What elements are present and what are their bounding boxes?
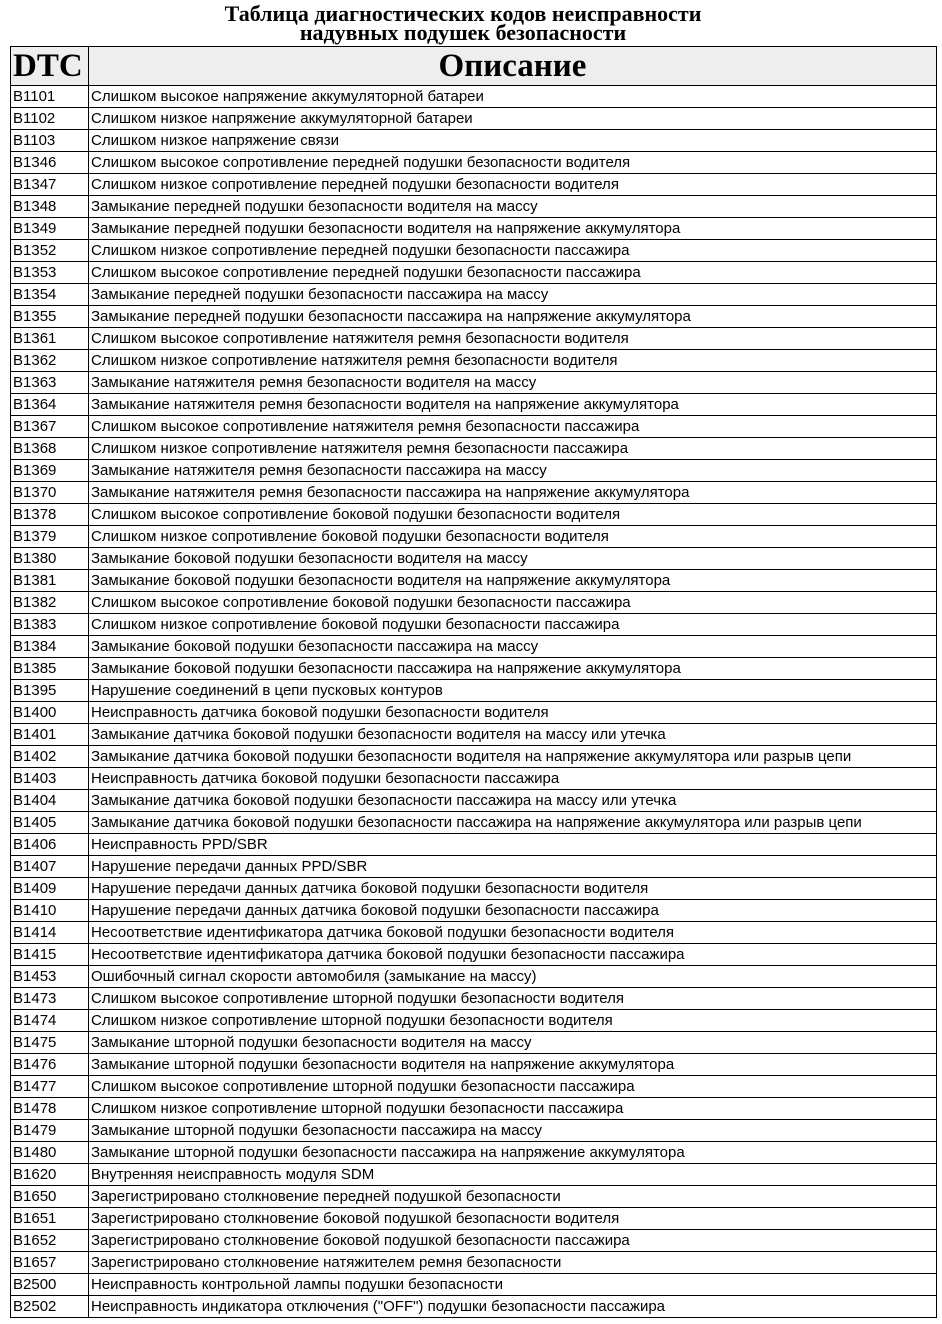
table-row	[11, 306, 937, 328]
table-row	[11, 988, 937, 1010]
dtc-description-cell: Слишком низкое сопротивление натяжителя ремня безопасности пассажира	[89, 438, 937, 460]
table-row	[11, 922, 937, 944]
page-title-line2: надувных подушек безопасности	[299, 20, 627, 45]
table-row	[11, 658, 937, 680]
table-row	[11, 284, 937, 306]
dtc-code-cell: B2500	[11, 1274, 89, 1296]
table-row	[11, 130, 937, 152]
dtc-description-cell: Неисправность датчика боковой подушки безопасности водителя	[89, 702, 937, 724]
table-row	[11, 262, 937, 284]
table-row	[11, 218, 937, 240]
table-row	[11, 834, 937, 856]
dtc-code-cell: B1395	[11, 680, 89, 702]
dtc-description-cell: Замыкание боковой подушки безопасности водителя на напряжение аккумулятора	[89, 570, 937, 592]
table-row	[11, 768, 937, 790]
dtc-description-cell: Слишком высокое сопротивление натяжителя ремня безопасности водителя	[89, 328, 937, 350]
dtc-description-cell: Нарушение передачи данных датчика боковой подушки безопасности водителя	[89, 878, 937, 900]
dtc-code-cell: B1346	[11, 152, 89, 174]
dtc-description-cell: Замыкание шторной подушки безопасности водителя на напряжение аккумулятора	[89, 1054, 937, 1076]
dtc-code-cell: B1362	[11, 350, 89, 372]
dtc-description-cell: Неисправность контрольной лампы подушки безопасности	[89, 1274, 937, 1296]
dtc-code-cell: B1354	[11, 284, 89, 306]
dtc-code-cell: B1475	[11, 1032, 89, 1054]
dtc-code-cell: B2502	[11, 1296, 89, 1318]
table-header	[11, 47, 937, 86]
dtc-code-cell: B1103	[11, 130, 89, 152]
dtc-code-cell: B1380	[11, 548, 89, 570]
table-row	[11, 350, 937, 372]
dtc-description-cell: Замыкание передней подушки безопасности пассажира на напряжение аккумулятора	[89, 306, 937, 328]
dtc-description-cell: Слишком высокое сопротивление боковой подушки безопасности водителя	[89, 504, 937, 526]
table-row	[11, 482, 937, 504]
dtc-description-cell: Замыкание боковой подушки безопасности пассажира на массу	[89, 636, 937, 658]
dtc-code-cell: B1352	[11, 240, 89, 262]
dtc-code-cell: B1400	[11, 702, 89, 724]
table-row	[11, 438, 937, 460]
dtc-description-cell: Несоответствие идентификатора датчика боковой подушки безопасности водителя	[89, 922, 937, 944]
dtc-description-cell: Слишком высокое сопротивление шторной подушки безопасности пассажира	[89, 1076, 937, 1098]
table-row	[11, 702, 937, 724]
table-row	[11, 504, 937, 526]
dtc-description-cell: Замыкание шторной подушки безопасности пассажира на массу	[89, 1120, 937, 1142]
dtc-description-cell: Замыкание датчика боковой подушки безопасности водителя на напряжение аккумулятора или разрыв цепи	[89, 746, 937, 768]
dtc-code-cell: B1650	[11, 1186, 89, 1208]
table-row	[11, 878, 937, 900]
table-row	[11, 944, 937, 966]
table-row	[11, 636, 937, 658]
table-row	[11, 328, 937, 350]
dtc-description-cell: Замыкание датчика боковой подушки безопасности пассажира на массу или утечка	[89, 790, 937, 812]
table-row	[11, 548, 937, 570]
dtc-description-cell: Слишком высокое напряжение аккумуляторной батареи	[89, 86, 937, 108]
header-description: Описание	[89, 47, 937, 86]
dtc-description-cell: Замыкание боковой подушки безопасности пассажира на напряжение аккумулятора	[89, 658, 937, 680]
dtc-code-cell: B1370	[11, 482, 89, 504]
dtc-description-cell: Слишком высокое сопротивление передней подушки безопасности пассажира	[89, 262, 937, 284]
dtc-description-cell: Замыкание боковой подушки безопасности водителя на массу	[89, 548, 937, 570]
dtc-description-cell: Неисправность датчика боковой подушки безопасности пассажира	[89, 768, 937, 790]
dtc-code-cell: B1378	[11, 504, 89, 526]
dtc-description-cell: Слишком низкое сопротивление передней подушки безопасности водителя	[89, 174, 937, 196]
dtc-code-cell: B1478	[11, 1098, 89, 1120]
dtc-code-cell: B1405	[11, 812, 89, 834]
dtc-description-cell: Замыкание передней подушки безопасности водителя на напряжение аккумулятора	[89, 218, 937, 240]
table-row	[11, 724, 937, 746]
dtc-table	[10, 46, 937, 1318]
dtc-description-cell: Замыкание шторной подушки безопасности водителя на массу	[89, 1032, 937, 1054]
dtc-code-cell: B1355	[11, 306, 89, 328]
dtc-description-cell: Слишком низкое напряжение аккумуляторной батареи	[89, 108, 937, 130]
page-title	[0, 1, 926, 45]
dtc-description-cell: Замыкание датчика боковой подушки безопасности водителя на массу или утечка	[89, 724, 937, 746]
dtc-code-cell: B1347	[11, 174, 89, 196]
table-row	[11, 1076, 937, 1098]
dtc-code-cell: B1477	[11, 1076, 89, 1098]
table-row	[11, 196, 937, 218]
dtc-description-cell: Ошибочный сигнал скорости автомобиля (замыкание на массу)	[89, 966, 937, 988]
table-row	[11, 1098, 937, 1120]
dtc-description-cell: Внутренняя неисправность модуля SDM	[89, 1164, 937, 1186]
table-row	[11, 1230, 937, 1252]
dtc-code-cell: B1403	[11, 768, 89, 790]
dtc-code-cell: B1348	[11, 196, 89, 218]
dtc-code-cell: B1474	[11, 1010, 89, 1032]
table-row	[11, 746, 937, 768]
dtc-description-cell: Неисправность PPD/SBR	[89, 834, 937, 856]
dtc-code-cell: B1453	[11, 966, 89, 988]
dtc-description-cell: Слишком высокое сопротивление передней подушки безопасности водителя	[89, 152, 937, 174]
header-dtc: DTC	[11, 47, 89, 86]
table-row	[11, 900, 937, 922]
table-body	[11, 86, 937, 1318]
page-title-line1: Таблица диагностических кодов неисправности	[224, 1, 702, 26]
dtc-description-cell: Слишком низкое напряжение связи	[89, 130, 937, 152]
table-row	[11, 240, 937, 262]
dtc-code-cell: B1383	[11, 614, 89, 636]
dtc-code-cell: B1363	[11, 372, 89, 394]
table-row	[11, 614, 937, 636]
dtc-code-cell: B1652	[11, 1230, 89, 1252]
dtc-code-cell: B1381	[11, 570, 89, 592]
table-row	[11, 86, 937, 108]
dtc-code-cell: B1402	[11, 746, 89, 768]
dtc-code-cell: B1410	[11, 900, 89, 922]
table-row	[11, 966, 937, 988]
dtc-code-cell: B1651	[11, 1208, 89, 1230]
table-row	[11, 394, 937, 416]
table-row	[11, 1142, 937, 1164]
dtc-description-cell: Замыкание передней подушки безопасности пассажира на массу	[89, 284, 937, 306]
table-row	[11, 416, 937, 438]
dtc-description-cell: Слишком высокое сопротивление натяжителя ремня безопасности пассажира	[89, 416, 937, 438]
dtc-description-cell: Нарушение передачи данных датчика боковой подушки безопасности пассажира	[89, 900, 937, 922]
dtc-code-cell: B1407	[11, 856, 89, 878]
dtc-description-cell: Замыкание шторной подушки безопасности пассажира на напряжение аккумулятора	[89, 1142, 937, 1164]
dtc-description-cell: Слишком высокое сопротивление боковой подушки безопасности пассажира	[89, 592, 937, 614]
dtc-code-cell: B1473	[11, 988, 89, 1010]
table-row	[11, 1164, 937, 1186]
table-row	[11, 1120, 937, 1142]
dtc-description-cell: Несоответствие идентификатора датчика боковой подушки безопасности пассажира	[89, 944, 937, 966]
dtc-description-cell: Слишком низкое сопротивление шторной подушки безопасности водителя	[89, 1010, 937, 1032]
dtc-description-cell: Нарушение соединений в цепи пусковых контуров	[89, 680, 937, 702]
dtc-code-cell: B1406	[11, 834, 89, 856]
dtc-code-cell: B1349	[11, 218, 89, 240]
table-row	[11, 460, 937, 482]
dtc-code-cell: B1401	[11, 724, 89, 746]
dtc-code-cell: B1480	[11, 1142, 89, 1164]
dtc-description-cell: Замыкание натяжителя ремня безопасности водителя на массу	[89, 372, 937, 394]
dtc-description-cell: Слишком низкое сопротивление передней подушки безопасности пассажира	[89, 240, 937, 262]
table-row	[11, 790, 937, 812]
dtc-code-cell: B1369	[11, 460, 89, 482]
dtc-description-cell: Слишком высокое сопротивление шторной подушки безопасности водителя	[89, 988, 937, 1010]
table-row	[11, 1186, 937, 1208]
dtc-code-cell: B1379	[11, 526, 89, 548]
dtc-code-cell: B1353	[11, 262, 89, 284]
dtc-description-cell: Замыкание датчика боковой подушки безопасности пассажира на напряжение аккумулятора или разрыв цепи	[89, 812, 937, 834]
table-row	[11, 108, 937, 130]
table-row	[11, 1010, 937, 1032]
dtc-description-cell: Замыкание натяжителя ремня безопасности пассажира на напряжение аккумулятора	[89, 482, 937, 504]
table-row	[11, 372, 937, 394]
dtc-description-cell: Неисправность индикатора отключения ("OFF") подушки безопасности пассажира	[89, 1296, 937, 1318]
table-row	[11, 680, 937, 702]
table-row	[11, 812, 937, 834]
dtc-code-cell: B1368	[11, 438, 89, 460]
dtc-description-cell: Нарушение передачи данных PPD/SBR	[89, 856, 937, 878]
dtc-code-cell: B1404	[11, 790, 89, 812]
dtc-description-cell: Замыкание натяжителя ремня безопасности пассажира на массу	[89, 460, 937, 482]
table-row	[11, 856, 937, 878]
dtc-code-cell: B1409	[11, 878, 89, 900]
dtc-code-cell: B1101	[11, 86, 89, 108]
table-row	[11, 1208, 937, 1230]
table-row	[11, 152, 937, 174]
header-row	[11, 47, 937, 86]
dtc-description-cell: Замыкание натяжителя ремня безопасности водителя на напряжение аккумулятора	[89, 394, 937, 416]
dtc-code-cell: B1415	[11, 944, 89, 966]
dtc-code-cell: B1364	[11, 394, 89, 416]
dtc-code-cell: B1657	[11, 1252, 89, 1274]
dtc-code-cell: B1102	[11, 108, 89, 130]
dtc-description-cell: Слишком низкое сопротивление боковой подушки безопасности пассажира	[89, 614, 937, 636]
table-row	[11, 1296, 937, 1318]
table-row	[11, 570, 937, 592]
dtc-code-cell: B1385	[11, 658, 89, 680]
table-row	[11, 1252, 937, 1274]
dtc-code-cell: B1476	[11, 1054, 89, 1076]
dtc-code-cell: B1367	[11, 416, 89, 438]
table-row	[11, 526, 937, 548]
table-row	[11, 1274, 937, 1296]
table-row	[11, 1054, 937, 1076]
dtc-description-cell: Зарегистрировано столкновение передней подушкой безопасности	[89, 1186, 937, 1208]
dtc-description-cell: Слишком низкое сопротивление шторной подушки безопасности пассажира	[89, 1098, 937, 1120]
dtc-code-cell: B1382	[11, 592, 89, 614]
dtc-description-cell: Замыкание передней подушки безопасности водителя на массу	[89, 196, 937, 218]
table-row	[11, 174, 937, 196]
table-row	[11, 592, 937, 614]
dtc-code-cell: B1384	[11, 636, 89, 658]
dtc-description-cell: Слишком низкое сопротивление боковой подушки безопасности водителя	[89, 526, 937, 548]
table-row	[11, 1032, 937, 1054]
dtc-description-cell: Зарегистрировано столкновение натяжителем ремня безопасности	[89, 1252, 937, 1274]
dtc-description-cell: Зарегистрировано столкновение боковой подушкой безопасности водителя	[89, 1208, 937, 1230]
dtc-code-cell: B1479	[11, 1120, 89, 1142]
dtc-code-cell: B1361	[11, 328, 89, 350]
dtc-code-cell: B1414	[11, 922, 89, 944]
dtc-description-cell: Слишком низкое сопротивление натяжителя ремня безопасности водителя	[89, 350, 937, 372]
dtc-code-cell: B1620	[11, 1164, 89, 1186]
dtc-description-cell: Зарегистрировано столкновение боковой подушкой безопасности пассажира	[89, 1230, 937, 1252]
